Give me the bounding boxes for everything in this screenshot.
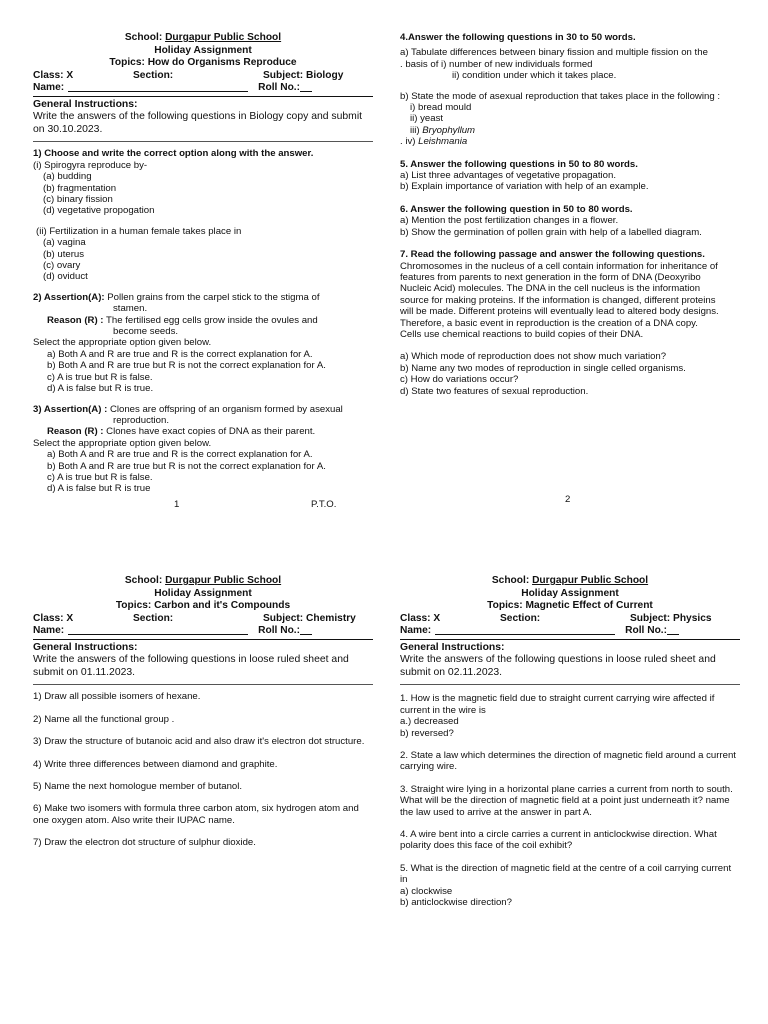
class-row: [33, 70, 373, 82]
option: c) A is true but R is false.: [47, 471, 153, 483]
question-item: b) Show the germination of pollen grain with help of a labelled diagram.: [400, 226, 702, 238]
assertion-text-cont: reproduction.: [113, 414, 169, 426]
question-1-i: (i) Spirogyra reproduce by-: [33, 159, 148, 171]
school-line: [33, 32, 373, 45]
roll-blank: [300, 82, 312, 92]
biology-assignment-page-2: [400, 32, 740, 397]
option-label: . iv): [400, 136, 419, 148]
question-4a-cont: . basis of i) number of new individuals formed: [400, 58, 593, 70]
section-label: Section:: [500, 612, 541, 624]
roll-blank: [667, 625, 679, 635]
question-7-title: 7. Read the following passage and answer the following questions.: [400, 249, 705, 261]
passage-line: Chromosomes in the nucleus of a cell contain information for inheritance of: [400, 260, 718, 272]
question-1-ii: (ii) Fertilization in a human female takes place in: [36, 225, 242, 237]
school-name: Durgapur Public School: [532, 575, 649, 586]
passage-line: Nucleic Acid) molecules. The DNA in the cell nucleus is the information: [400, 283, 701, 295]
select-instruction: Select the appropriate option given below.: [33, 437, 212, 449]
page-number: 1: [174, 499, 180, 510]
divider: [33, 141, 373, 142]
reason-text: Clones have exact copies of DNA as their parent.: [103, 426, 316, 438]
option: b) Both A and R are true but R is not the correct explanation for A.: [47, 360, 326, 372]
general-instructions-text: Write the answers of the following questions in loose ruled sheet and submit on 02.11.2023.: [400, 654, 716, 678]
passage-line: Cells use chemical reactions to build copies of their DNA.: [400, 328, 644, 340]
topic-title: Topics: How do Organisms Reproduce: [109, 57, 297, 69]
question: 1) Draw all possible isomers of hexane.: [33, 691, 201, 703]
option: a.) decreased: [400, 716, 459, 728]
assertion-text: Clones are offspring of an organism formed by asexual: [107, 403, 343, 415]
assertion-text: Pollen grains from the carpel stick to the stigma of: [104, 291, 320, 303]
question-1: 1. How is the magnetic field due to straight current carrying wire affected if current in the wire is: [400, 693, 715, 716]
general-instructions-title: General Instructions:: [33, 98, 138, 110]
question-item: d) State two features of sexual reproduction.: [400, 385, 589, 397]
question-item: a) Which mode of reproduction does not show much variation?: [400, 351, 667, 363]
general-instructions-title: General Instructions:: [400, 641, 505, 653]
option: (d) oviduct: [43, 271, 88, 283]
roll-label: Roll No.:: [258, 82, 301, 94]
roll-label: Roll No.:: [258, 625, 301, 637]
question-6-title: 6. Answer the following question in 50 to 80 words.: [400, 203, 633, 215]
option: c) A is true but R is false.: [47, 371, 153, 383]
option: (d) vegetative propogation: [43, 205, 155, 217]
question: 3) Draw the structure of butanoic acid and also draw it's electron dot structure.: [33, 736, 365, 748]
chemistry-assignment: [33, 575, 373, 849]
subject-label: Subject: Physics: [630, 612, 712, 624]
option: b) reversed?: [400, 727, 454, 739]
assertion-label: 2) Assertion(A):: [33, 291, 105, 303]
option-text: Leishmania: [418, 136, 468, 148]
question-item: b) Name any two modes of reproduction in single celled organisms.: [400, 362, 686, 374]
name-label: Name:: [400, 625, 432, 637]
roll-blank: [300, 625, 312, 635]
question: 6) Make two isomers with formula three carbon atom, six hydrogen atom and one oxygen atom. Also write their IUPAC name.: [33, 803, 359, 826]
option: b) Both A and R are true but R is not the correct explanation for A.: [47, 460, 326, 472]
question-1-title: 1) Choose and write the correct option along with the answer.: [33, 148, 314, 160]
class-label: Class: X: [33, 612, 74, 624]
question-5: 5. What is the direction of magnetic field at the centre of a coil carrying current in: [400, 862, 732, 886]
option-text: Bryophyllum: [422, 124, 476, 136]
school-name: Durgapur Public School: [165, 575, 282, 586]
class-row: [400, 613, 740, 625]
page-number: 2: [565, 494, 571, 505]
reason-text-cont: become seeds.: [113, 326, 179, 338]
question-3-reason: [33, 426, 373, 437]
class-label: Class: X: [33, 69, 74, 81]
name-row: [400, 625, 740, 637]
question-3-assertion: [33, 404, 373, 415]
assignment-title: Holiday Assignment: [521, 587, 619, 599]
option: (b) uterus: [43, 248, 85, 260]
passage-line: source for making proteins. If the information is changed, different proteins: [400, 294, 716, 306]
subject-label: Subject: Chemistry: [263, 612, 356, 624]
general-instructions-text: Write the answers of the following questions in Biology copy and submit on 30.10.2023.: [33, 111, 363, 135]
option: ii) yeast: [410, 113, 444, 125]
divider: [400, 684, 740, 685]
name-blank: [68, 625, 248, 635]
option: d) A is false but R is true.: [47, 383, 154, 395]
physics-assignment: [400, 575, 740, 908]
question-4a-cont: ii) condition under which it takes place.: [452, 70, 617, 82]
passage-line: will be made. Different proteins will eventually lead to altered body designs.: [400, 306, 719, 318]
school-line: [400, 575, 740, 588]
name-label: Name:: [33, 625, 65, 637]
option: (c) ovary: [43, 260, 81, 272]
class-row: [33, 613, 373, 625]
question-3: 3. Straight wire lying in a horizontal plane carries a current from north to south. What will be the direction of magnetic field at a point just underneath it? name the law used to arrive at the answer in part A.: [400, 783, 733, 818]
question: 5) Name the next homologue member of butanol.: [33, 781, 243, 792]
biology-assignment-page-1: [33, 32, 373, 495]
passage-line: Therefore, a basic event in reproduction is the creation of a DNA copy.: [400, 317, 698, 329]
school-label: School:: [124, 575, 166, 586]
question-item: b) Explain importance of variation with help of an example.: [400, 181, 649, 193]
reason-label: Reason (R) :: [47, 426, 104, 438]
name-row: [33, 82, 373, 94]
question-item: a) Mention the post fertilization changes in a flower.: [400, 215, 619, 227]
assertion-text-cont: stamen.: [113, 303, 148, 315]
school-label: School:: [124, 32, 166, 43]
option: a) Both A and R are true and R is the correct explanation for A.: [47, 449, 313, 461]
option: (c) binary fission: [43, 194, 113, 205]
class-label: Class: X: [400, 612, 441, 624]
question-2-reason: [33, 315, 373, 326]
subject-label: Subject: Biology: [263, 69, 344, 81]
question-4: 4. A wire bent into a circle carries a current in anticlockwise direction. What polarity does this face of the coil exhibit?: [400, 829, 717, 852]
question: 7) Draw the electron dot structure of sulphur dioxide.: [33, 837, 256, 849]
option: (a) vagina: [43, 237, 86, 249]
name-row: [33, 625, 373, 637]
question-item: c) How do variations occur?: [400, 374, 519, 386]
option: d) A is false but R is true: [47, 483, 151, 495]
question: 4) Write three differences between diamond and graphite.: [33, 758, 278, 770]
roll-label: Roll No.:: [625, 625, 668, 637]
passage-line: features from parents to next generation in the form of DNA (Deoxyribo: [400, 271, 701, 283]
question-4b: b) State the mode of asexual reproduction that takes place in the following :: [400, 90, 720, 102]
question-2-assertion: [33, 292, 373, 303]
name-label: Name:: [33, 82, 65, 94]
assertion-label: 3) Assertion(A) :: [33, 403, 108, 415]
divider: [33, 684, 373, 685]
option: (b) fragmentation: [43, 182, 117, 194]
school-label: School:: [491, 575, 533, 586]
option: i) bread mould: [410, 102, 472, 114]
option: [400, 136, 740, 147]
assignment-title: Holiday Assignment: [154, 587, 252, 599]
option-label: iii): [410, 124, 423, 136]
divider: [33, 639, 373, 640]
general-instructions-text: Write the answers of the following questions in loose ruled sheet and submit on 01.11.2023.: [33, 654, 349, 678]
question: 2) Name all the functional group .: [33, 713, 175, 725]
option: a) Both A and R are true and R is the correct explanation for A.: [47, 348, 313, 360]
pto-label: P.T.O.: [311, 499, 337, 510]
school-name: Durgapur Public School: [165, 32, 282, 43]
reason-label: Reason (R) :: [47, 314, 104, 326]
name-blank: [435, 625, 615, 635]
reason-text: The fertilised egg cells grow inside the ovules and: [103, 314, 318, 326]
divider: [400, 639, 740, 640]
assignment-title: Holiday Assignment: [154, 44, 252, 56]
name-blank: [68, 82, 248, 92]
school-line: [33, 575, 373, 588]
question-2: 2. State a law which determines the direction of magnetic field around a current carrying wire.: [400, 750, 736, 773]
question-5-title: 5. Answer the following questions in 50 to 80 words.: [400, 158, 638, 170]
question-item: a) List three advantages of vegetative propagation.: [400, 170, 617, 182]
section-label: Section:: [133, 69, 174, 81]
section-label: Section:: [133, 612, 174, 624]
option: b) anticlockwise direction?: [400, 897, 512, 909]
topic-title: Topics: Carbon and it's Compounds: [115, 600, 291, 612]
topic-title: Topics: Magnetic Effect of Current: [487, 600, 653, 612]
select-instruction: Select the appropriate option given below.: [33, 337, 212, 349]
option: [410, 125, 740, 136]
general-instructions-title: General Instructions:: [33, 641, 138, 653]
question-4-title: 4.Answer the following questions in 30 to 50 words.: [400, 32, 636, 43]
passage: [400, 261, 740, 341]
question-4a: a) Tabulate differences between binary fission and multiple fission on the: [400, 47, 708, 59]
divider: [33, 96, 373, 97]
option: (a) budding: [43, 171, 92, 183]
option: a) clockwise: [400, 885, 453, 897]
